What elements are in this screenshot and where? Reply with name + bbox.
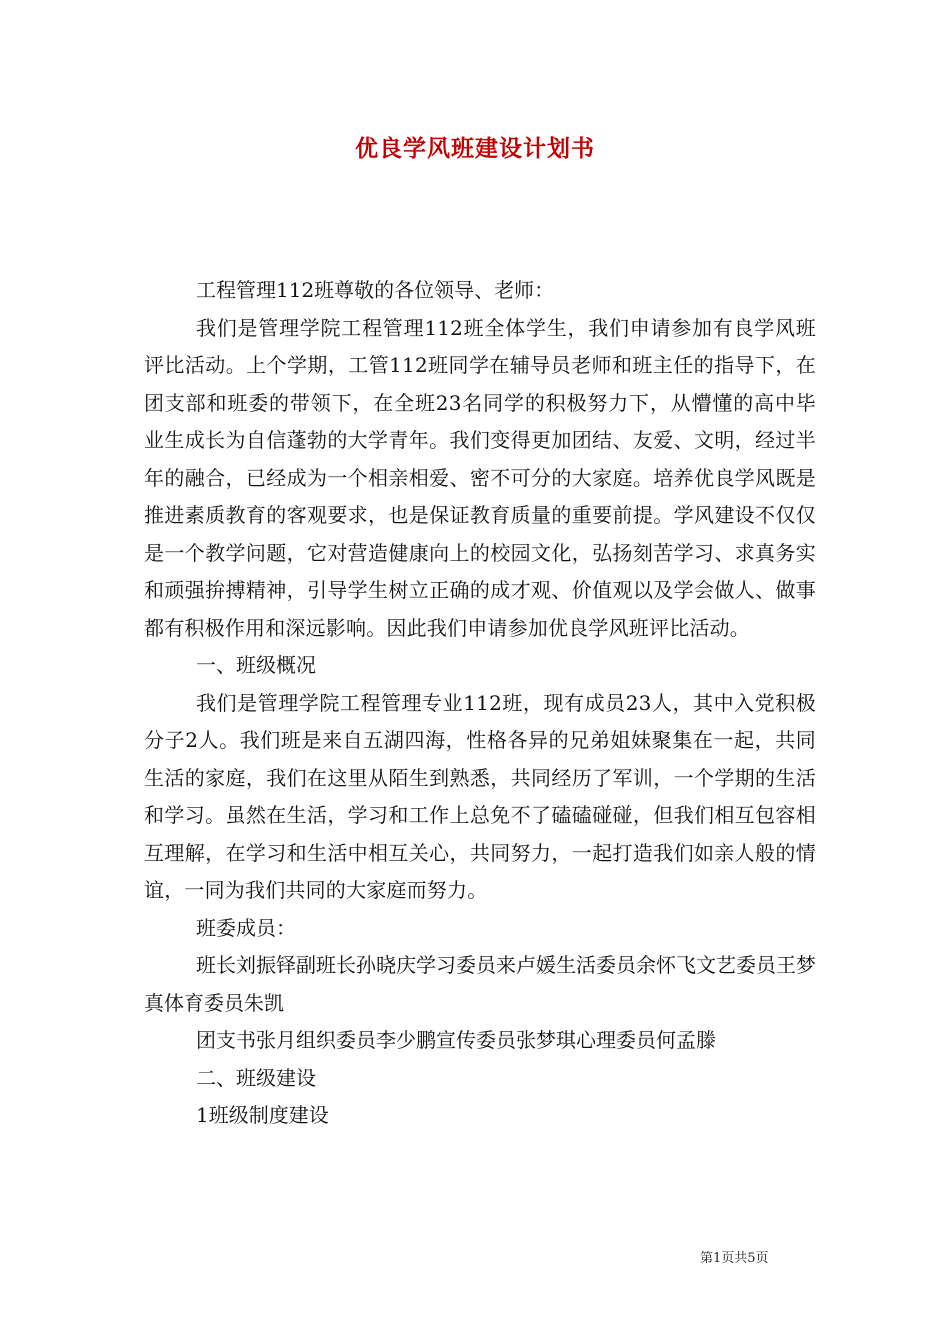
section-heading-construction: 二、班级建设: [196, 1065, 316, 1090]
subsection-heading-system: 1班级制度建设: [196, 1103, 329, 1127]
section-heading-overview: 一、班级概况: [196, 653, 316, 677]
committee-heading: 班委成员：: [196, 915, 296, 940]
committee-members-paragraph: 班长刘振铎副班长孙晓庆学习委员来卢媛生活委员余怀飞文艺委员王梦真体育委员朱凯: [144, 953, 816, 1015]
page-number: 第1页共5页: [700, 1251, 769, 1266]
overview-paragraph: 我们是管理学院工程管理专业112班，现有成员23人，其中入党积极分子2人。我们班是来自五湖四海，性格各异的兄弟姐妹聚集在一起，共同生活的家庭，我们在这里从陌生到熟悉，共同经历了军训，一个学期的生活和学习。虽然在生活，学习和工作上总免不了磕磕碰碰，但我们相互包容相互理解，在学习和生活中相互关心，共同努力，一起打造我们如亲人般的情谊，一同为我们共同的大家庭而努力。: [144, 690, 816, 902]
salutation-paragraph: 工程管理112班尊敬的各位领导、老师：: [196, 278, 555, 302]
league-members-paragraph: 团支书张月组织委员李少鹏宣传委员张梦琪心理委员何孟滕: [196, 1028, 716, 1052]
document-body: [144, 272, 816, 1135]
document-title: 优良学风班建设计划书: [355, 135, 595, 162]
intro-paragraph: 我们是管理学院工程管理112班全体学生，我们申请参加有良学风班评比活动。上个学期，工管112班同学在辅导员老师和班主任的指导下，在团支部和班委的带领下，在全班23名同学的积极努力下，从懵懂的高中毕业生成长为自信蓬勃的大学青年。我们变得更加团结、友爱、文明，经过半年的融合，已经成为一个相亲相爱、密不可分的大家庭。培养优良学风既是推进素质教育的客观要求，也是保证教育质量的重要前提。学风建设不仅仅是一个教学问题，它对营造健康向上的校园文化，弘扬刻苦学习、求真务实和顽强拚搏精神，引导学生树立正确的成才观、价值观以及学会做人、做事都有积极作用和深远影响。因此我们申请参加优良学风班评比活动。: [144, 315, 816, 640]
